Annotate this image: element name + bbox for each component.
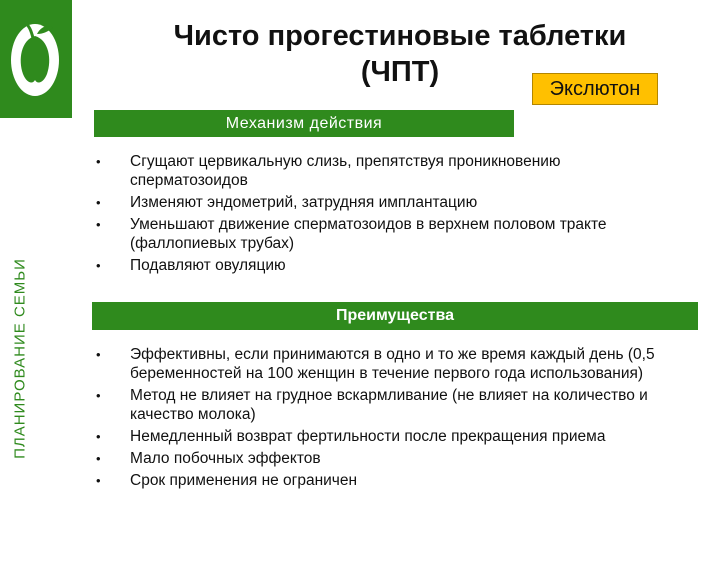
- logo: [0, 0, 72, 118]
- bullet-icon: •: [96, 258, 101, 273]
- bullet-icon: •: [96, 429, 101, 444]
- list-item: • Сгущают цервикальную слизь, препятствуя проникновению сперматозоидов: [96, 153, 561, 189]
- section-heading-advantages: Преимущества: [92, 302, 698, 330]
- list-item: • Подавляют овуляцию: [96, 257, 286, 274]
- section-heading-mechanism: Механизм действия: [94, 110, 514, 137]
- advantages-list: [96, 345, 700, 493]
- list-item: • Уменьшают движение сперматозоидов в верхнем половом тракте (фаллопиевых трубах): [96, 216, 607, 252]
- mechanism-list: [96, 152, 670, 278]
- list-item: • Изменяют эндометрий, затрудняя имплантацию: [96, 194, 478, 211]
- bullet-icon: •: [96, 347, 101, 362]
- title-line-1: Чисто прогестиновые таблетки: [173, 20, 627, 52]
- drug-name-badge: Экслютон: [532, 73, 658, 105]
- bullet-icon: •: [96, 195, 101, 210]
- bullet-icon: •: [96, 217, 101, 232]
- list-item: • Эффективны, если принимаются в одно и то же время каждый день (0,5 беременностей на 100 женщин в течение первого года использования): [96, 346, 655, 382]
- list-item: • Мало побочных эффектов: [96, 450, 321, 467]
- list-item: • Метод не влияет на грудное вскармливание (не влияет на количество и качество молока): [96, 387, 648, 423]
- bullet-icon: •: [96, 154, 101, 169]
- bullet-icon: •: [96, 451, 101, 466]
- bullet-icon: •: [96, 473, 101, 488]
- bullet-icon: •: [96, 388, 101, 403]
- list-item: • Срок применения не ограничен: [96, 472, 358, 489]
- title-line-2: (ЧПТ): [360, 56, 440, 88]
- apple-logo-icon: [9, 14, 61, 100]
- list-item: • Немедленный возврат фертильности после прекращения приема: [96, 428, 606, 445]
- sidebar-vertical-label: ПЛАНИРОВАНИЕ СЕМЬИ: [11, 258, 29, 459]
